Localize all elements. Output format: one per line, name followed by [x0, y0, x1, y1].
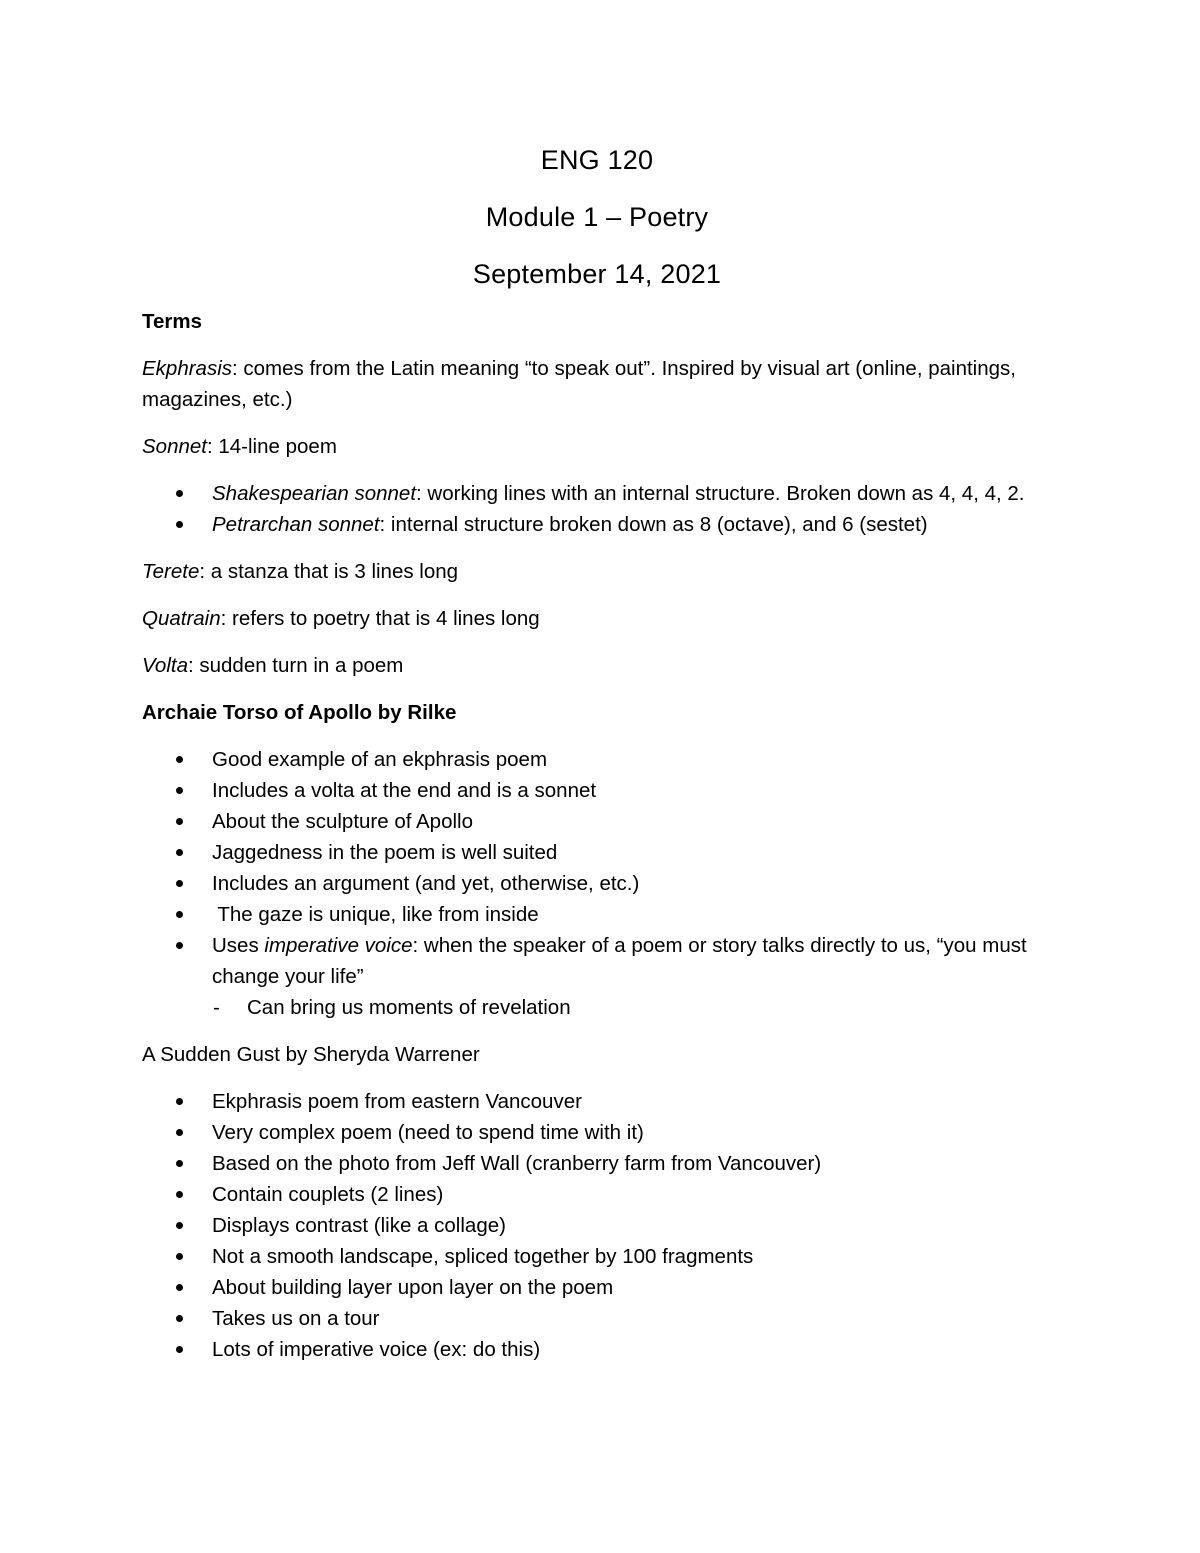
list-item: About the sculpture of Apollo — [142, 806, 1052, 837]
petrarchan-text: : internal structure broken down as 8 (octave), and 6 (sestet) — [379, 513, 928, 536]
warrener-heading: A Sudden Gust by Sheryda Warrener — [142, 1043, 480, 1066]
terete-text: : a stanza that is 3 lines long — [199, 560, 459, 583]
ekphrasis-definition — [142, 353, 1052, 415]
list-item: The gaze is unique, like from inside — [142, 899, 1052, 930]
shakespearian-term: Shakespearian sonnet — [212, 482, 417, 505]
list-item: About building layer upon layer on the poem — [142, 1272, 1052, 1303]
volta-term: Volta — [142, 654, 188, 677]
list-item: Includes a volta at the end and is a sonnet — [142, 775, 1052, 806]
imperative-before: Uses — [212, 934, 265, 957]
petrarchan-term: Petrarchan sonnet — [212, 513, 380, 536]
dash-marker: - — [213, 996, 220, 1019]
list-item: Good example of an ekphrasis poem — [142, 744, 1052, 775]
list-item — [142, 478, 1052, 509]
ekphrasis-text: : comes from the Latin meaning “to speak out”. Inspired by visual art (online, paintings, magazines, etc.) — [142, 357, 1016, 411]
list-item — [142, 509, 1052, 540]
volta-text: : sudden turn in a poem — [187, 654, 404, 677]
revelation-subitem — [142, 992, 1052, 1023]
terete-term: Terete — [142, 560, 200, 583]
terete-definition — [142, 556, 1052, 587]
shakespearian-text: : working lines with an internal structure. Broken down as 4, 4, 4, 2. — [416, 482, 1025, 505]
list-item: Displays contrast (like a collage) — [142, 1210, 1052, 1241]
list-item: Contain couplets (2 lines) — [142, 1179, 1052, 1210]
quatrain-definition — [142, 603, 1052, 634]
rilke-notes-list — [142, 744, 1052, 992]
sonnet-definition — [142, 431, 1052, 462]
module-title: Module 1 – Poetry — [485, 202, 709, 232]
list-item: Based on the photo from Jeff Wall (cranberry farm from Vancouver) — [142, 1148, 1052, 1179]
date-line: September 14, 2021 — [472, 259, 722, 289]
document-content — [142, 140, 1052, 1381]
sonnet-term: Sonnet — [142, 435, 207, 458]
sonnet-types-list — [142, 478, 1052, 540]
terms-heading: Terms — [142, 310, 203, 333]
quatrain-term: Quatrain — [142, 607, 221, 630]
imperative-term: imperative voice — [264, 934, 413, 957]
list-item: Lots of imperative voice (ex: do this) — [142, 1334, 1052, 1365]
list-item: Includes an argument (and yet, otherwise, etc.) — [142, 868, 1052, 899]
list-item: Ekphrasis poem from eastern Vancouver — [142, 1086, 1052, 1117]
volta-definition — [142, 650, 1052, 681]
revelation-text: Can bring us moments of revelation — [247, 996, 571, 1019]
course-title: ENG 120 — [540, 145, 654, 175]
rilke-heading: Archaie Torso of Apollo by Rilke — [142, 701, 457, 724]
list-item — [142, 930, 1052, 992]
quatrain-text: : refers to poetry that is 4 lines long — [220, 607, 540, 630]
imperative-after: : when the speaker of a poem or story talks directly to us, “you must change your life” — [212, 934, 1027, 988]
list-item: Very complex poem (need to spend time with it) — [142, 1117, 1052, 1148]
list-item: Jaggedness in the poem is well suited — [142, 837, 1052, 868]
ekphrasis-term: Ekphrasis — [142, 357, 233, 380]
warrener-notes-list — [142, 1086, 1052, 1365]
list-item: Not a smooth landscape, spliced together by 100 fragments — [142, 1241, 1052, 1272]
list-item: Takes us on a tour — [142, 1303, 1052, 1334]
sonnet-text: : 14-line poem — [206, 435, 337, 458]
